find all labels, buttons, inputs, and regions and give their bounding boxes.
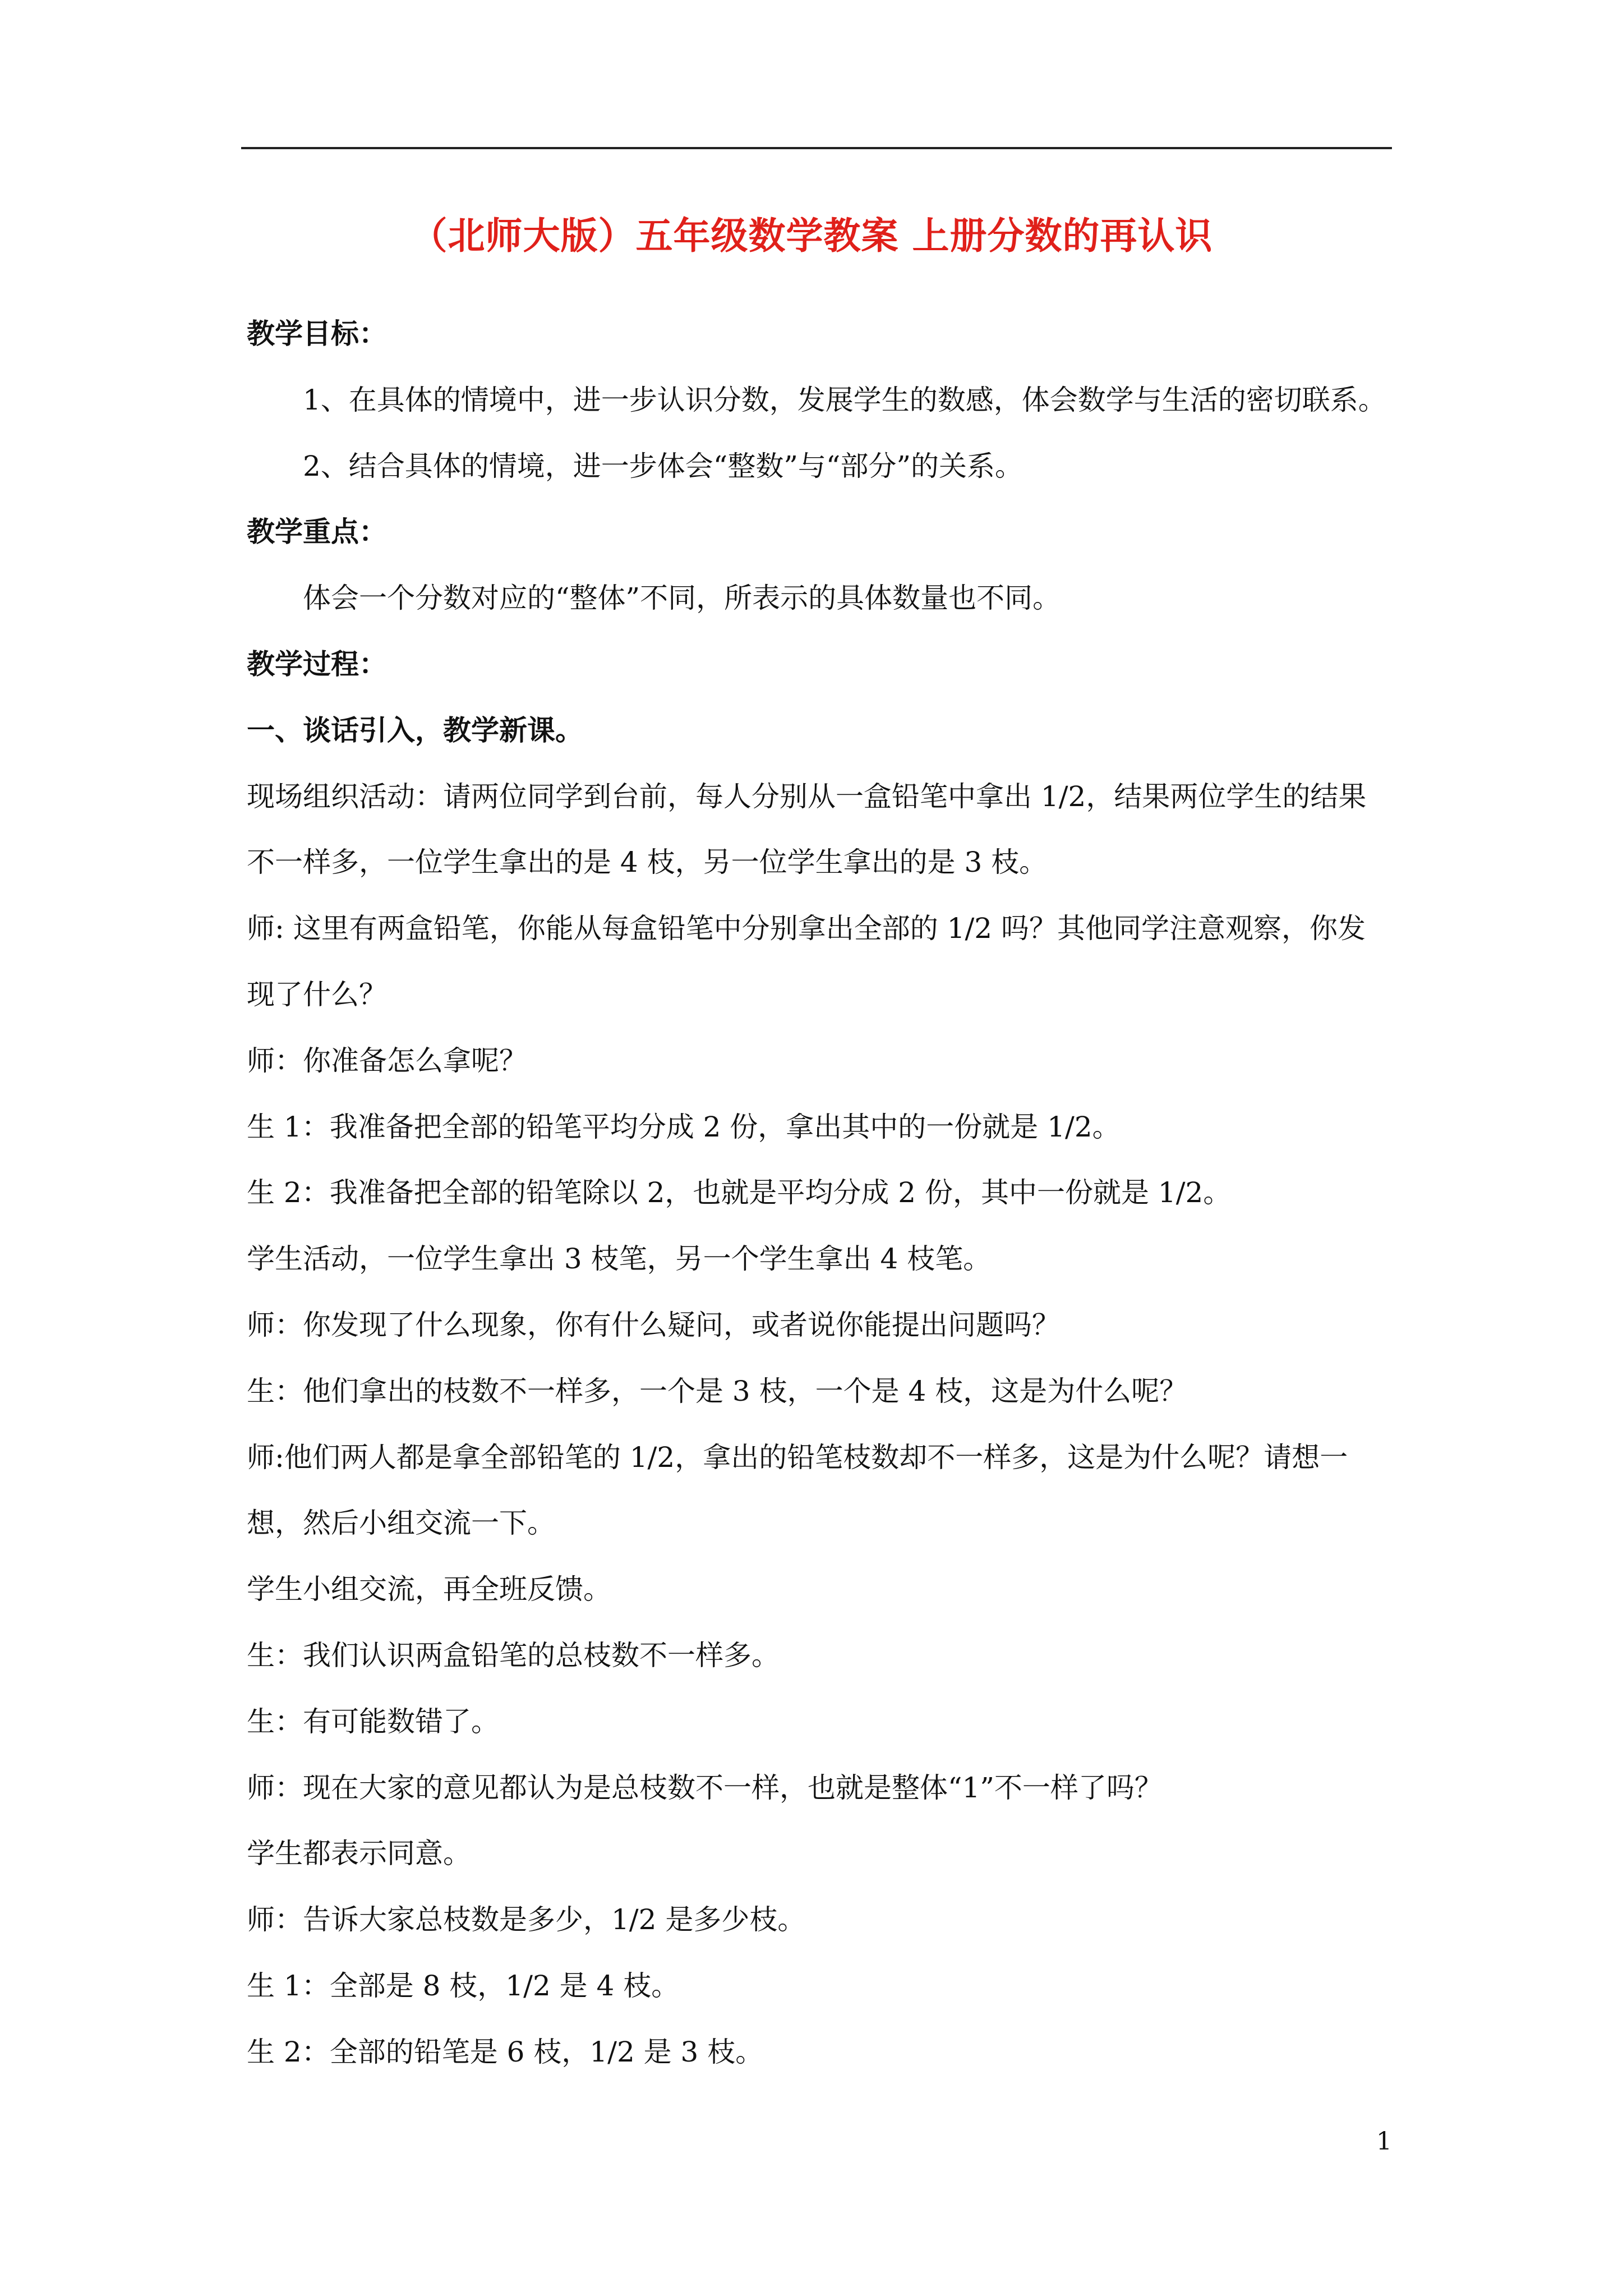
paragraph-line: 师:他们两人都是拿全部铅笔的 1/2，拿出的铅笔枝数却不一样多，这是为什么呢？请想一 xyxy=(247,1441,1348,1474)
objective-1: 1、在具体的情境中，进一步认识分数，发展学生的数感，体会数学与生活的密切联系。 xyxy=(303,383,1386,416)
paragraph-line: 生 2：全部的铅笔是 6 枝，1/2 是 3 枝。 xyxy=(247,2035,764,2068)
header-rule xyxy=(241,147,1392,149)
paragraph-line: 现场组织活动：请两位同学到台前，每人分别从一盒铅笔中拿出 1/2，结果两位学生的结果 xyxy=(247,780,1367,813)
heading-objectives: 教学目标： xyxy=(247,317,387,350)
key-point: 体会一个分数对应的“整体”不同，所表示的具体数量也不同。 xyxy=(303,582,1061,615)
heading-key-points: 教学重点： xyxy=(247,515,387,549)
paragraph-line: 师：你准备怎么拿呢？ xyxy=(247,1044,527,1077)
paragraph-line: 生 2：我准备把全部的铅笔除以 2，也就是平均分成 2 份，其中一份就是 1/2。 xyxy=(247,1176,1232,1209)
paragraph-line: 生 1：我准备把全部的铅笔平均分成 2 份，拿出其中的一份就是 1/2。 xyxy=(247,1110,1121,1143)
paragraph-line: 生：有可能数错了。 xyxy=(247,1705,499,1738)
paragraph-line: 学生小组交流，再全班反馈。 xyxy=(247,1573,611,1606)
document-title: （北师大版）五年级数学教案 上册分数的再认识 xyxy=(410,214,1213,257)
section-heading-1: 一、谈话引入，教学新课。 xyxy=(247,713,583,747)
objective-2: 2、结合具体的情境，进一步体会“整数”与“部分”的关系。 xyxy=(303,449,1023,482)
paragraph-line: 师：告诉大家总枝数是多少，1/2 是多少枝。 xyxy=(247,1903,806,1936)
paragraph-line: 师：现在大家的意见都认为是总枝数不一样，也就是整体“1”不一样了吗？ xyxy=(247,1771,1163,1804)
paragraph-line: 师：你发现了什么现象，你有什么疑问，或者说你能提出问题吗？ xyxy=(247,1308,1060,1341)
paragraph-line: 师: 这里有两盒铅笔，你能从每盒铅笔中分别拿出全部的 1/2 吗？其他同学注意观察，你发 xyxy=(247,912,1366,945)
paragraph-line: 不一样多，一位学生拿出的是 4 枝，另一位学生拿出的是 3 枝。 xyxy=(247,846,1048,879)
paragraph-line: 生 1：全部是 8 枝，1/2 是 4 枝。 xyxy=(247,1969,680,2002)
page-number: 1 xyxy=(1376,2127,1392,2156)
paragraph-line: 生：我们认识两盒铅笔的总枝数不一样多。 xyxy=(247,1639,780,1672)
paragraph-line: 生：他们拿出的枝数不一样多，一个是 3 枝，一个是 4 枝，这是为什么呢？ xyxy=(247,1374,1188,1407)
paragraph-line: 学生活动，一位学生拿出 3 枝笔，另一个学生拿出 4 枝笔。 xyxy=(247,1243,992,1276)
heading-process: 教学过程： xyxy=(247,647,387,680)
paragraph-line: 现了什么？ xyxy=(247,978,387,1011)
paragraph-line: 想，然后小组交流一下。 xyxy=(247,1507,555,1540)
paragraph-line: 学生都表示同意。 xyxy=(247,1837,471,1870)
document-body xyxy=(247,317,1396,2101)
